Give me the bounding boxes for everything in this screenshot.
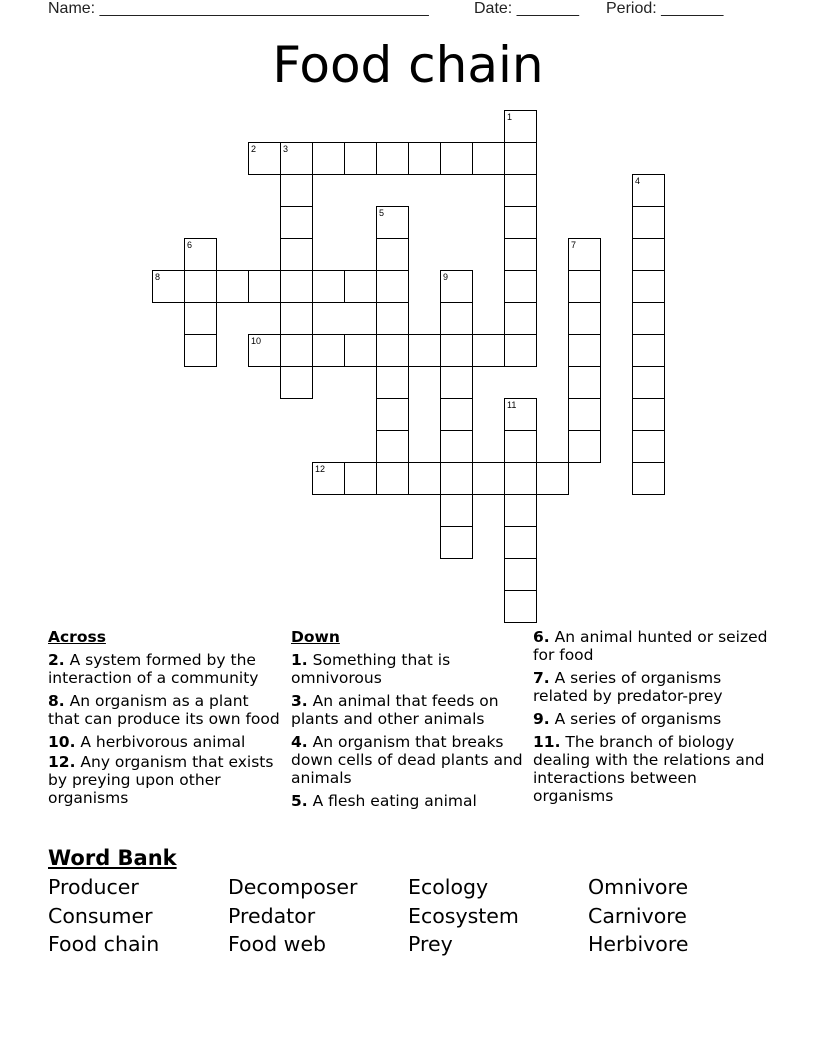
across-clues: [48, 628, 280, 812]
crossword-cell[interactable]: [408, 334, 441, 367]
word-bank-item: Food chain: [48, 932, 160, 956]
clue-down-4: [291, 733, 523, 787]
crossword-cell[interactable]: [312, 142, 345, 175]
crossword-cell[interactable]: [568, 366, 601, 399]
crossword-cell[interactable]: [440, 462, 473, 495]
crossword-cell[interactable]: [280, 302, 313, 335]
crossword-cell[interactable]: [568, 398, 601, 431]
clue-number: 7.: [533, 669, 550, 687]
crossword-cell[interactable]: [632, 270, 665, 303]
clue-text: Any organism that exists by preying upon other organisms: [48, 753, 274, 807]
word-bank-item: Consumer: [48, 904, 153, 928]
clue-text: A system formed by the interaction of a community: [48, 651, 259, 687]
crossword-cell[interactable]: [632, 462, 665, 495]
word-bank-item: Omnivore: [588, 875, 689, 899]
crossword-cell[interactable]: [376, 462, 409, 495]
word-bank-item: Prey: [408, 932, 453, 956]
crossword-cell[interactable]: [184, 302, 217, 335]
crossword-cell[interactable]: [440, 142, 473, 175]
crossword-cell-1[interactable]: [504, 110, 537, 143]
crossword-cell-12[interactable]: [312, 462, 345, 495]
clue-number-label: 10: [251, 336, 262, 346]
crossword-cell[interactable]: [184, 270, 217, 303]
word-bank-item: Herbivore: [588, 932, 689, 956]
crossword-cell[interactable]: [504, 334, 537, 367]
crossword-cell[interactable]: [440, 526, 473, 559]
clue-number: 9.: [533, 710, 550, 728]
across-heading: Across: [48, 628, 106, 646]
crossword-cell-4[interactable]: [632, 174, 665, 207]
crossword-cell[interactable]: [216, 270, 249, 303]
crossword-cell[interactable]: [504, 558, 537, 591]
crossword-cell[interactable]: [376, 142, 409, 175]
clue-down-11: [533, 733, 769, 805]
crossword-cell-8[interactable]: [152, 270, 185, 303]
crossword-cell[interactable]: [632, 206, 665, 239]
crossword-cell[interactable]: [376, 430, 409, 463]
clue-number: 8.: [48, 692, 65, 710]
crossword-cell[interactable]: [376, 270, 409, 303]
clue-number-label: 12: [315, 464, 326, 474]
clue-number-label: 8: [155, 272, 161, 282]
clue-number-label: 4: [635, 176, 641, 186]
crossword-cell[interactable]: [568, 270, 601, 303]
clue-text: A flesh eating animal: [312, 792, 477, 810]
clue-across-10: [48, 733, 280, 751]
crossword-cell[interactable]: [632, 366, 665, 399]
clue-text: A herbivorous animal: [80, 733, 246, 751]
clue-number-label: 9: [443, 272, 449, 282]
clue-text: Something that is omnivorous: [291, 651, 451, 687]
crossword-cell[interactable]: [568, 430, 601, 463]
crossword-cell[interactable]: [632, 238, 665, 271]
crossword-cell[interactable]: [504, 174, 537, 207]
clue-number: 10.: [48, 733, 76, 751]
crossword-cell-6[interactable]: [184, 238, 217, 271]
crossword-cell[interactable]: [440, 366, 473, 399]
clue-number-label: 2: [251, 144, 257, 154]
down-heading: Down: [291, 628, 340, 646]
word-bank-item: Ecosystem: [408, 904, 519, 928]
word-bank-item: Food web: [228, 932, 327, 956]
crossword-cell[interactable]: [312, 334, 345, 367]
clue-text: A series of organisms related by predator-prey: [533, 669, 723, 705]
clue-down-5: [291, 792, 523, 810]
crossword-cell[interactable]: [472, 334, 505, 367]
crossword-cell[interactable]: [504, 302, 537, 335]
crossword-cell[interactable]: [504, 238, 537, 271]
crossword-cell[interactable]: [376, 366, 409, 399]
clue-down-3: [291, 692, 523, 728]
crossword-cell[interactable]: [344, 462, 377, 495]
date-field[interactable]: Date: _______: [474, 0, 579, 17]
crossword-cell[interactable]: [280, 334, 313, 367]
crossword-cell[interactable]: [632, 302, 665, 335]
crossword-cell[interactable]: [536, 462, 569, 495]
crossword-cell[interactable]: [504, 430, 537, 463]
crossword-cell[interactable]: [280, 270, 313, 303]
crossword-cell[interactable]: [504, 142, 537, 175]
crossword-cell[interactable]: [344, 334, 377, 367]
clue-number-label: 3: [283, 144, 289, 154]
crossword-cell-9[interactable]: [440, 270, 473, 303]
clue-number: 1.: [291, 651, 308, 669]
crossword-cell[interactable]: [280, 206, 313, 239]
crossword-cell[interactable]: [632, 430, 665, 463]
clue-number-label: 11: [507, 400, 517, 410]
crossword-cell[interactable]: [632, 398, 665, 431]
clue-number-label: 6: [187, 240, 193, 250]
crossword-cell[interactable]: [312, 270, 345, 303]
word-bank-item: Ecology: [408, 875, 489, 899]
clue-number: 11.: [533, 733, 561, 751]
crossword-cell[interactable]: [248, 270, 281, 303]
crossword-cell[interactable]: [504, 590, 537, 623]
clue-across-12: [48, 753, 280, 807]
crossword-cell-5[interactable]: [376, 206, 409, 239]
crossword-cell-11[interactable]: [504, 398, 537, 431]
crossword-cell-3[interactable]: [280, 142, 313, 175]
down-clues: [291, 628, 523, 815]
clue-number: 3.: [291, 692, 308, 710]
crossword-cell[interactable]: [472, 462, 505, 495]
crossword-cell[interactable]: [632, 334, 665, 367]
crossword-cell-7[interactable]: [568, 238, 601, 271]
crossword-cell[interactable]: [504, 206, 537, 239]
word-bank-item: Producer: [48, 875, 139, 899]
crossword-cell-2[interactable]: [248, 142, 281, 175]
clue-number: 6.: [533, 628, 550, 646]
clue-text: A series of organisms: [554, 710, 722, 728]
clue-down-9: [533, 710, 769, 728]
clue-down-1: [291, 651, 523, 687]
crossword-cell[interactable]: [344, 270, 377, 303]
clue-number: 5.: [291, 792, 308, 810]
crossword-cell[interactable]: [408, 462, 441, 495]
crossword-cell[interactable]: [440, 398, 473, 431]
clue-number-label: 7: [571, 240, 577, 250]
clue-down-6: [533, 628, 769, 664]
word-bank-item: Decomposer: [228, 875, 358, 899]
name-field[interactable]: Name: _____________________________________: [48, 0, 429, 17]
crossword-cell[interactable]: [344, 142, 377, 175]
word-bank-item: Carnivore: [588, 904, 687, 928]
clue-down-7: [533, 669, 769, 705]
word-bank-item: Predator: [228, 904, 316, 928]
period-field[interactable]: Period: _______: [606, 0, 724, 17]
clue-number-label: 1: [507, 112, 513, 122]
crossword-cell[interactable]: [184, 334, 217, 367]
crossword-cell[interactable]: [376, 398, 409, 431]
page-title: Food chain: [272, 36, 544, 94]
crossword-cell[interactable]: [568, 302, 601, 335]
clue-across-8: [48, 692, 280, 728]
crossword-cell[interactable]: [376, 302, 409, 335]
clue-text: An organism that breaks down cells of dead plants and animals: [291, 733, 523, 787]
crossword-cell[interactable]: [440, 302, 473, 335]
crossword-cell[interactable]: [504, 462, 537, 495]
clue-number: 4.: [291, 733, 308, 751]
crossword-cell[interactable]: [280, 174, 313, 207]
clue-across-2: [48, 651, 280, 687]
clue-text: The branch of biology dealing with the relations and interactions between organisms: [533, 733, 765, 805]
crossword-cell[interactable]: [504, 494, 537, 527]
clue-number: 12.: [48, 753, 76, 771]
crossword-cell[interactable]: [440, 430, 473, 463]
crossword-cell[interactable]: [440, 494, 473, 527]
crossword-cell[interactable]: [408, 142, 441, 175]
crossword-cell[interactable]: [440, 334, 473, 367]
clue-text: An animal hunted or seized for food: [533, 628, 768, 664]
crossword-cell[interactable]: [504, 526, 537, 559]
crossword-cell[interactable]: [280, 238, 313, 271]
crossword-cell[interactable]: [280, 366, 313, 399]
clue-number-label: 5: [379, 208, 385, 218]
down-clues-continued: [533, 628, 769, 810]
crossword-cell[interactable]: [472, 142, 505, 175]
crossword-cell[interactable]: [504, 270, 537, 303]
crossword-cell[interactable]: [568, 334, 601, 367]
clue-number: 2.: [48, 651, 65, 669]
clue-text: An animal that feeds on plants and other animals: [291, 692, 499, 728]
crossword-cell-10[interactable]: [248, 334, 281, 367]
crossword-cell[interactable]: [376, 238, 409, 271]
clue-text: An organism as a plant that can produce its own food: [48, 692, 280, 728]
word-bank-title: Word Bank: [48, 846, 177, 870]
crossword-cell[interactable]: [376, 334, 409, 367]
